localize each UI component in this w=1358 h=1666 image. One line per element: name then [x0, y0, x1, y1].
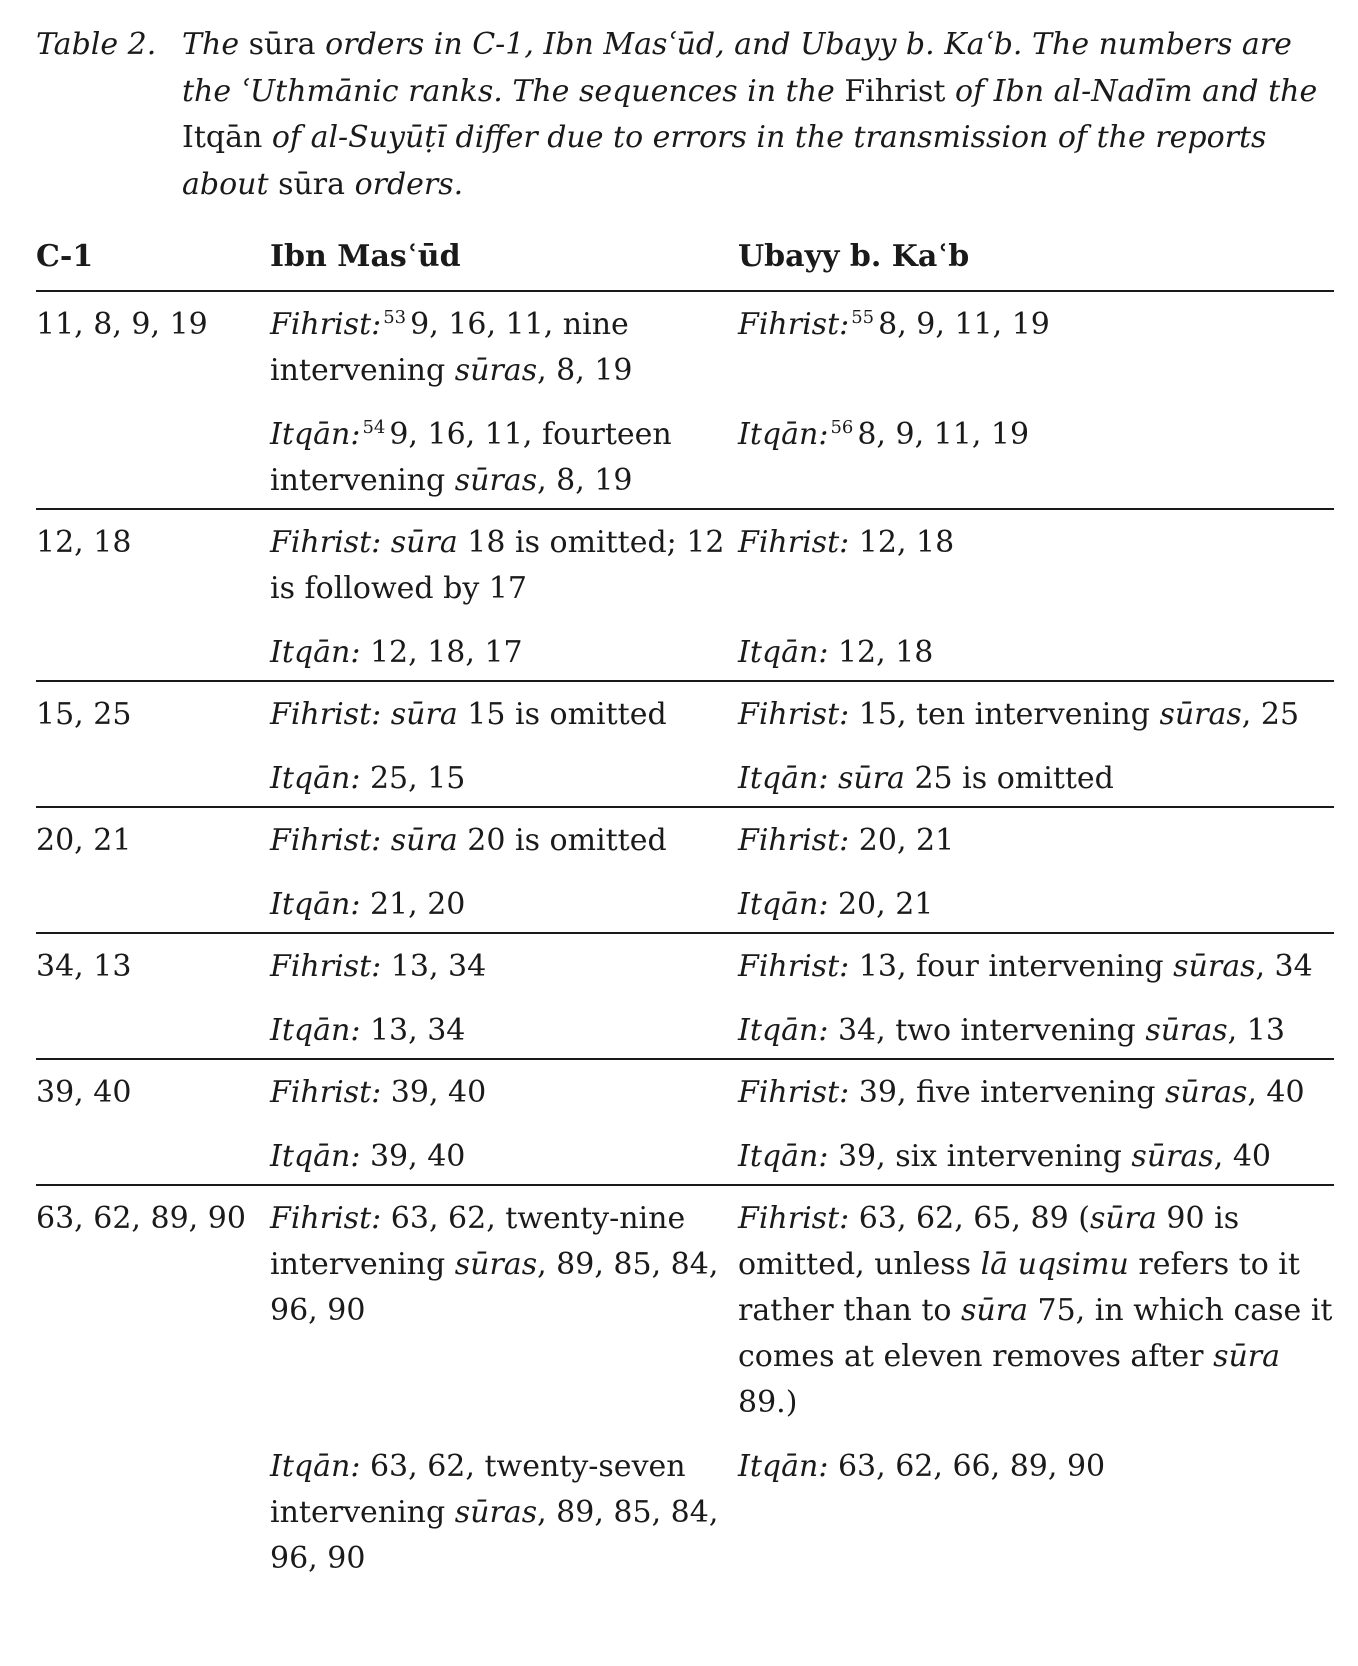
caption-run: of Ibn al-Nadīm and the — [945, 73, 1318, 109]
text-run: 9, 16, 11, fourteen intervening — [270, 417, 672, 498]
source-name: Itqān: — [270, 1013, 361, 1048]
source-name: Fihrist: — [270, 1075, 382, 1110]
c1-cell: 20, 21 — [36, 823, 132, 858]
ubayy-cell — [738, 412, 1334, 509]
c1-cell — [36, 1134, 270, 1185]
caption-upright-term: Itqān — [182, 120, 263, 155]
text-run: 20, 21 — [828, 887, 934, 922]
c1-cell: 15, 25 — [36, 697, 132, 732]
italic-term: sūras — [1131, 1139, 1214, 1174]
text-run — [381, 525, 391, 560]
ibn-masud-cell — [270, 509, 738, 630]
caption-upright-term: Fihrist — [844, 73, 946, 109]
source-name: Fihrist: — [738, 1201, 850, 1236]
text-run: 75, in which case it comes at eleven removes after — [738, 1293, 1333, 1374]
italic-term: sūra — [1213, 1339, 1281, 1374]
ubayy-cell — [738, 933, 1334, 1008]
text-run: , 34 — [1255, 949, 1313, 984]
table-row — [36, 630, 1334, 681]
source-name: Itqān: — [270, 1449, 361, 1484]
ibn-masud-cell — [270, 1185, 738, 1444]
source-name: Itqān: — [738, 1449, 829, 1484]
table-row — [36, 509, 1334, 630]
text-run: , 89, 85, 84, 96, 90 — [270, 1495, 719, 1576]
text-run: 21, 20 — [360, 887, 466, 922]
ibn-masud-cell — [270, 412, 738, 509]
c1-cell — [36, 756, 270, 807]
text-run: 20 is omitted — [457, 823, 667, 858]
text-run: 63, 62, 66, 89, 90 — [828, 1449, 1106, 1484]
text-run: refers to it rather than to — [738, 1247, 1300, 1328]
text-run: 34, two intervening — [828, 1013, 1146, 1048]
italic-term: sūra — [390, 697, 458, 732]
text-run: 63, 62, twenty-seven intervening — [270, 1449, 686, 1530]
italic-term: sūra — [390, 525, 458, 560]
ubayy-cell — [738, 1444, 1334, 1588]
source-name: Itqān: — [738, 1139, 829, 1174]
italic-term: sūras — [454, 1247, 538, 1282]
c1-cell — [36, 630, 270, 681]
ubayy-cell — [738, 1134, 1334, 1185]
ubayy-cell — [738, 1008, 1334, 1059]
table-row — [36, 412, 1334, 509]
source-name: Fihrist: — [270, 697, 382, 732]
table-row — [36, 291, 1334, 412]
table-header-row — [36, 234, 1334, 291]
text-run: 12, 18 — [828, 635, 934, 670]
ubayy-cell — [738, 807, 1334, 882]
table-row — [36, 1134, 1334, 1185]
source-name: Fihrist: — [270, 525, 382, 560]
c1-cell: 34, 13 — [36, 949, 132, 984]
text-run: 39, 40 — [360, 1139, 466, 1174]
text-run: 13, 34 — [360, 1013, 466, 1048]
table-row — [36, 1008, 1334, 1059]
text-run — [381, 823, 391, 858]
source-name: Fihrist: — [738, 307, 850, 342]
source-name: Itqān: — [270, 417, 361, 452]
table-body — [36, 291, 1334, 1588]
footnote-ref: 53 — [383, 307, 407, 328]
footnote-ref: 56 — [830, 417, 854, 438]
text-run — [381, 697, 391, 732]
caption-run: The — [182, 27, 249, 62]
text-run: , 40 — [1213, 1139, 1272, 1174]
text-run: 39, six intervening — [828, 1139, 1132, 1174]
source-name: Fihrist: — [738, 823, 850, 858]
text-run: 13, four intervening — [849, 949, 1174, 984]
text-run: , 13 — [1227, 1013, 1285, 1048]
ubayy-cell — [738, 509, 1334, 630]
italic-term: sūras — [1165, 1075, 1248, 1110]
table-row — [36, 882, 1334, 933]
ibn-masud-cell — [270, 630, 738, 681]
source-name: Itqān: — [738, 1013, 829, 1048]
source-name: Itqān: — [738, 761, 829, 796]
caption-upright-term: sūra — [248, 27, 316, 62]
text-run: 13, 34 — [381, 949, 487, 984]
source-name: Itqān: — [738, 887, 829, 922]
source-name: Fihrist: — [738, 525, 850, 560]
source-name: Itqān: — [270, 635, 361, 670]
text-run: 89.) — [738, 1385, 798, 1420]
source-name: Itqān: — [738, 635, 829, 670]
table-row — [36, 756, 1334, 807]
text-run: 20, 21 — [849, 823, 955, 858]
ibn-masud-cell — [270, 1444, 738, 1588]
italic-term: sūra — [1089, 1201, 1157, 1236]
ibn-masud-cell — [270, 291, 738, 412]
source-name: Fihrist: — [738, 1075, 850, 1110]
text-run: 8, 9, 11, 19 — [857, 417, 1030, 452]
text-run: 63, 62, twenty-nine intervening — [270, 1201, 686, 1282]
text-run — [828, 761, 838, 796]
c1-cell: 11, 8, 9, 19 — [36, 307, 208, 342]
source-name: Fihrist: — [270, 307, 382, 342]
text-run: 39, five intervening — [849, 1075, 1166, 1110]
c1-cell — [36, 1008, 270, 1059]
text-run: 63, 62, 65, 89 ( — [849, 1201, 1090, 1236]
italic-term: sūras — [1145, 1013, 1228, 1048]
ubayy-cell — [738, 756, 1334, 807]
text-run: , 8, 19 — [537, 463, 633, 498]
source-name: Itqān: — [738, 417, 829, 452]
ubayy-cell — [738, 630, 1334, 681]
ibn-masud-cell — [270, 681, 738, 756]
source-name: Fihrist: — [270, 949, 382, 984]
sura-order-table — [36, 234, 1334, 1588]
source-name: Fihrist: — [738, 949, 850, 984]
source-name: Itqān: — [270, 1139, 361, 1174]
italic-term: sūra — [390, 823, 458, 858]
italic-term: sūra — [961, 1293, 1028, 1328]
italic-term: lā uqsimu — [980, 1247, 1129, 1282]
ubayy-cell — [738, 1059, 1334, 1134]
text-run: , 25 — [1241, 697, 1300, 732]
text-run: 39, 40 — [381, 1075, 487, 1110]
c1-cell — [36, 1444, 270, 1588]
text-run: , 89, 85, 84, 96, 90 — [270, 1247, 719, 1328]
header-ibn-masud: Ibn Masʿūd — [270, 234, 738, 291]
italic-term: sūras — [454, 353, 538, 388]
ibn-masud-cell — [270, 1059, 738, 1134]
source-name: Fihrist: — [738, 697, 850, 732]
ubayy-cell — [738, 882, 1334, 933]
c1-cell — [36, 882, 270, 933]
text-run: , 8, 19 — [537, 353, 633, 388]
text-run: 25, 15 — [360, 761, 466, 796]
text-run: 15, ten intervening — [849, 697, 1160, 732]
italic-term: sūra — [837, 761, 905, 796]
table-row — [36, 681, 1334, 756]
text-run: , 40 — [1247, 1075, 1305, 1110]
caption-upright-term: sūra — [278, 166, 346, 202]
ubayy-cell — [738, 681, 1334, 756]
source-name: Fihrist: — [270, 1201, 382, 1236]
italic-term: sūras — [454, 1495, 538, 1530]
caption-text — [182, 22, 1326, 208]
caption-run: of al-Suyūṭī differ due to errors in the transmission of the reports about — [182, 120, 1267, 202]
text-run: 90 is omitted, unless — [738, 1201, 1240, 1282]
header-ubayy: Ubayy b. Kaʿb — [738, 234, 1334, 291]
ibn-masud-cell — [270, 756, 738, 807]
ibn-masud-cell — [270, 1134, 738, 1185]
c1-cell: 63, 62, 89, 90 — [36, 1201, 246, 1236]
ibn-masud-cell — [270, 807, 738, 882]
caption-run: orders. — [345, 166, 464, 202]
text-run: 15 is omitted — [457, 697, 667, 732]
c1-cell — [36, 412, 270, 509]
c1-cell: 12, 18 — [36, 525, 132, 560]
table-row — [36, 1059, 1334, 1134]
table-row — [36, 933, 1334, 1008]
source-name: Itqān: — [270, 761, 361, 796]
table-caption — [36, 22, 1326, 208]
ibn-masud-cell — [270, 933, 738, 1008]
table-row — [36, 1444, 1334, 1588]
text-run: 9, 16, 11, nine intervening — [270, 307, 629, 388]
footnote-ref: 54 — [362, 417, 386, 438]
italic-term: sūras — [454, 463, 538, 498]
text-run: 12, 18 — [849, 525, 955, 560]
header-c1: C-1 — [36, 234, 270, 291]
text-run: 25 is omitted — [904, 761, 1114, 796]
ubayy-cell — [738, 291, 1334, 412]
footnote-ref: 55 — [851, 307, 875, 328]
table-row — [36, 807, 1334, 882]
text-run: 12, 18, 17 — [360, 635, 523, 670]
table-row — [36, 1185, 1334, 1444]
c1-cell: 39, 40 — [36, 1075, 132, 1110]
ibn-masud-cell — [270, 1008, 738, 1059]
source-name: Fihrist: — [270, 823, 382, 858]
text-run: 18 is omitted; 12 is followed by 17 — [270, 525, 725, 606]
text-run: 8, 9, 11, 19 — [878, 307, 1050, 342]
caption-label: Table 2. — [36, 27, 157, 62]
caption-run: orders in C-1, Ibn Masʿūd, and Ubayy b. Kaʿb. The numbers are the ʿUthmānic ranks. The sequences in the — [182, 27, 1292, 109]
italic-term: sūras — [1173, 949, 1256, 984]
italic-term: sūras — [1159, 697, 1242, 732]
source-name: Itqān: — [270, 887, 361, 922]
ibn-masud-cell — [270, 882, 738, 933]
ubayy-cell — [738, 1185, 1334, 1444]
